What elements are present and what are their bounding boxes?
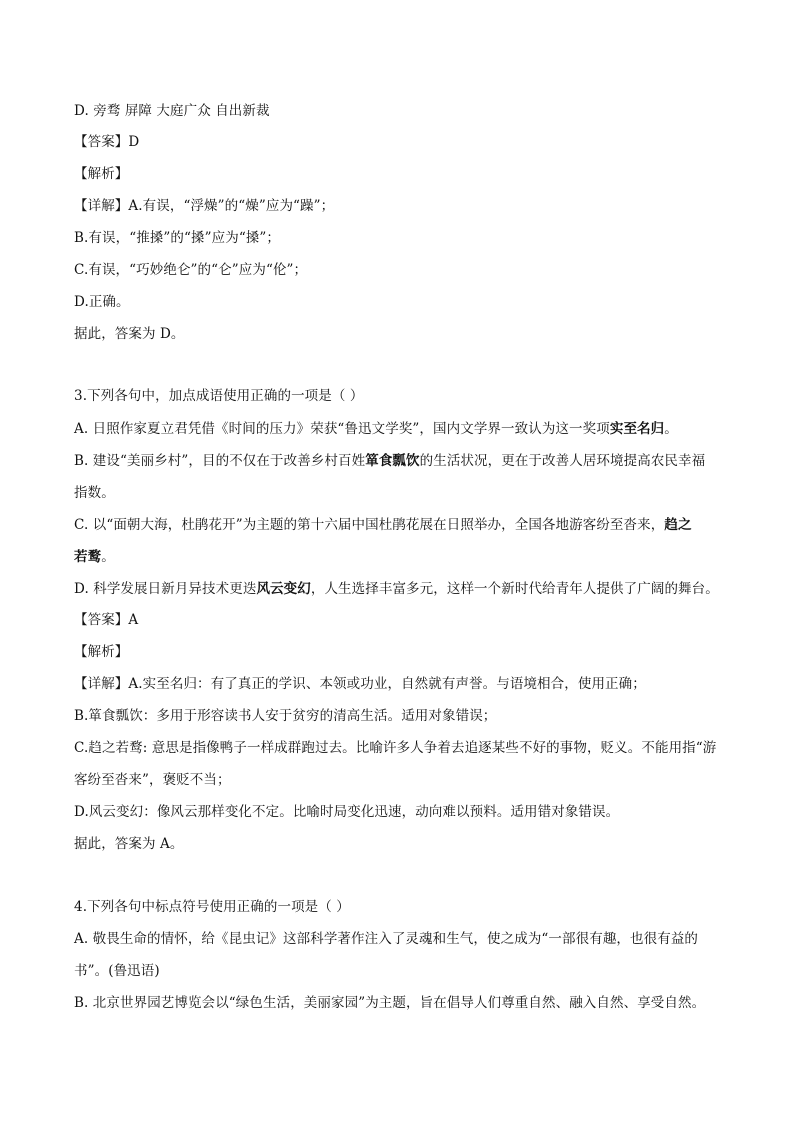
q4-option-a-line2: 书”。(鲁迅语)	[74, 963, 160, 979]
q2-detail-c: C.有误，“巧妙绝仑”的“仑”应为“伦”；	[74, 262, 308, 278]
q2-option-d: D. 旁骛 屏障 大庭广众 自出新裁	[74, 103, 270, 119]
option-d-idiom: 风云变幻	[256, 581, 311, 597]
option-b-text: B. 建设“美丽乡村”，目的不仅在于改善乡村百姓	[74, 453, 366, 469]
q3-option-d	[74, 578, 754, 600]
q3-option-c	[74, 514, 754, 536]
q3-conclusion: 据此，答案为 A。	[74, 836, 184, 852]
q2-answer	[74, 131, 754, 153]
q2-conclusion: 据此，答案为 D。	[74, 326, 185, 342]
option-b-rest: 的生活状况，更在于改善人居环境提高农民幸福	[419, 453, 706, 469]
q3-detail-a	[74, 673, 754, 695]
q3-option-c-line2	[74, 546, 754, 568]
option-c-text: C. 以“面朝大海，杜鹃花开”为主题的第十六届中国杜鹃花展在日照举办，全国各地游客纷至沓来，	[74, 517, 665, 533]
q3-analysis-label: 【解析】	[74, 644, 129, 660]
detail-label: 【详解】	[74, 198, 129, 214]
q2-detail-a	[74, 195, 754, 217]
option-c-idiom-part1: 趋之	[664, 517, 692, 533]
answer-value: D	[128, 134, 140, 150]
q3-detail-d: D.风云变幻：像风云那样变化不定。比喻时局变化迅速，动向难以预料。适用错对象错误。	[74, 804, 620, 820]
q3-option-b	[74, 450, 754, 472]
q3-stem: 3.下列各句中，加点成语使用正确的一项是（ ）	[74, 388, 364, 404]
q4-option-a: A. 敬畏生命的情怀，给《昆虫记》这部科学著作注入了灵魂和生气，使之成为“一部很有趣，也很有益的	[74, 931, 699, 947]
q2-detail-b: B.有误，“推搡”的“搡”应为“搡”；	[74, 230, 281, 246]
q3-detail-c-line2: 客纷至沓来”，褒贬不当；	[74, 772, 231, 788]
option-a-idiom: 实至名归	[609, 421, 665, 437]
q3-detail-b: B.箪食瓢饮：多用于形容读书人安于贫穷的清高生活。适用对象错误；	[74, 708, 497, 724]
detail-a-text: A.有误，“浮燥”的“燥”应为“躁”；	[128, 198, 335, 214]
option-c-end: 。	[101, 549, 115, 565]
option-c-idiom-part2: 若鹜	[74, 549, 102, 565]
option-a-text: A. 日照作家夏立君凭借《时间的压力》荣获“鲁迅文学奖”，国内文学界一致认为这一奖项	[74, 421, 610, 437]
q3-option-a	[74, 418, 754, 440]
answer-label: 【答案】	[74, 612, 129, 628]
q4-option-b: B. 北京世界园艺博览会以“绿色生活，美丽家园”为主题，旨在倡导人们尊重自然、融入自然、享受自然。	[74, 995, 706, 1011]
option-a-end: 。	[664, 421, 678, 437]
q2-detail-d: D.正确。	[74, 294, 130, 310]
detail-a-text: A.实至名归：有了真正的学识、本领或功业，自然就有声誉。与语境相合，使用正确；	[128, 676, 646, 692]
q3-detail-c: C.趋之若鹜: 意思是指像鸭子一样成群跑过去。比喻许多人争着去追逐某些不好的事物，贬义。不能用指“游	[74, 740, 717, 756]
q4-stem: 4.下列各句中标点符号使用正确的一项是（ ）	[74, 899, 350, 915]
option-d-text: D. 科学发展日新月异技术更迭	[74, 581, 257, 597]
answer-value: A	[128, 612, 139, 628]
option-d-rest: ，人生选择丰富多元，这样一个新时代给青年人提供了广阔的舞台。	[310, 581, 719, 597]
q3-option-b-line2: 指数。	[74, 485, 115, 501]
detail-label: 【详解】	[74, 676, 129, 692]
answer-label: 【答案】	[74, 134, 129, 150]
q3-answer	[74, 609, 754, 631]
option-b-idiom: 箪食瓢饮	[365, 453, 420, 469]
q2-analysis-label: 【解析】	[74, 166, 129, 182]
